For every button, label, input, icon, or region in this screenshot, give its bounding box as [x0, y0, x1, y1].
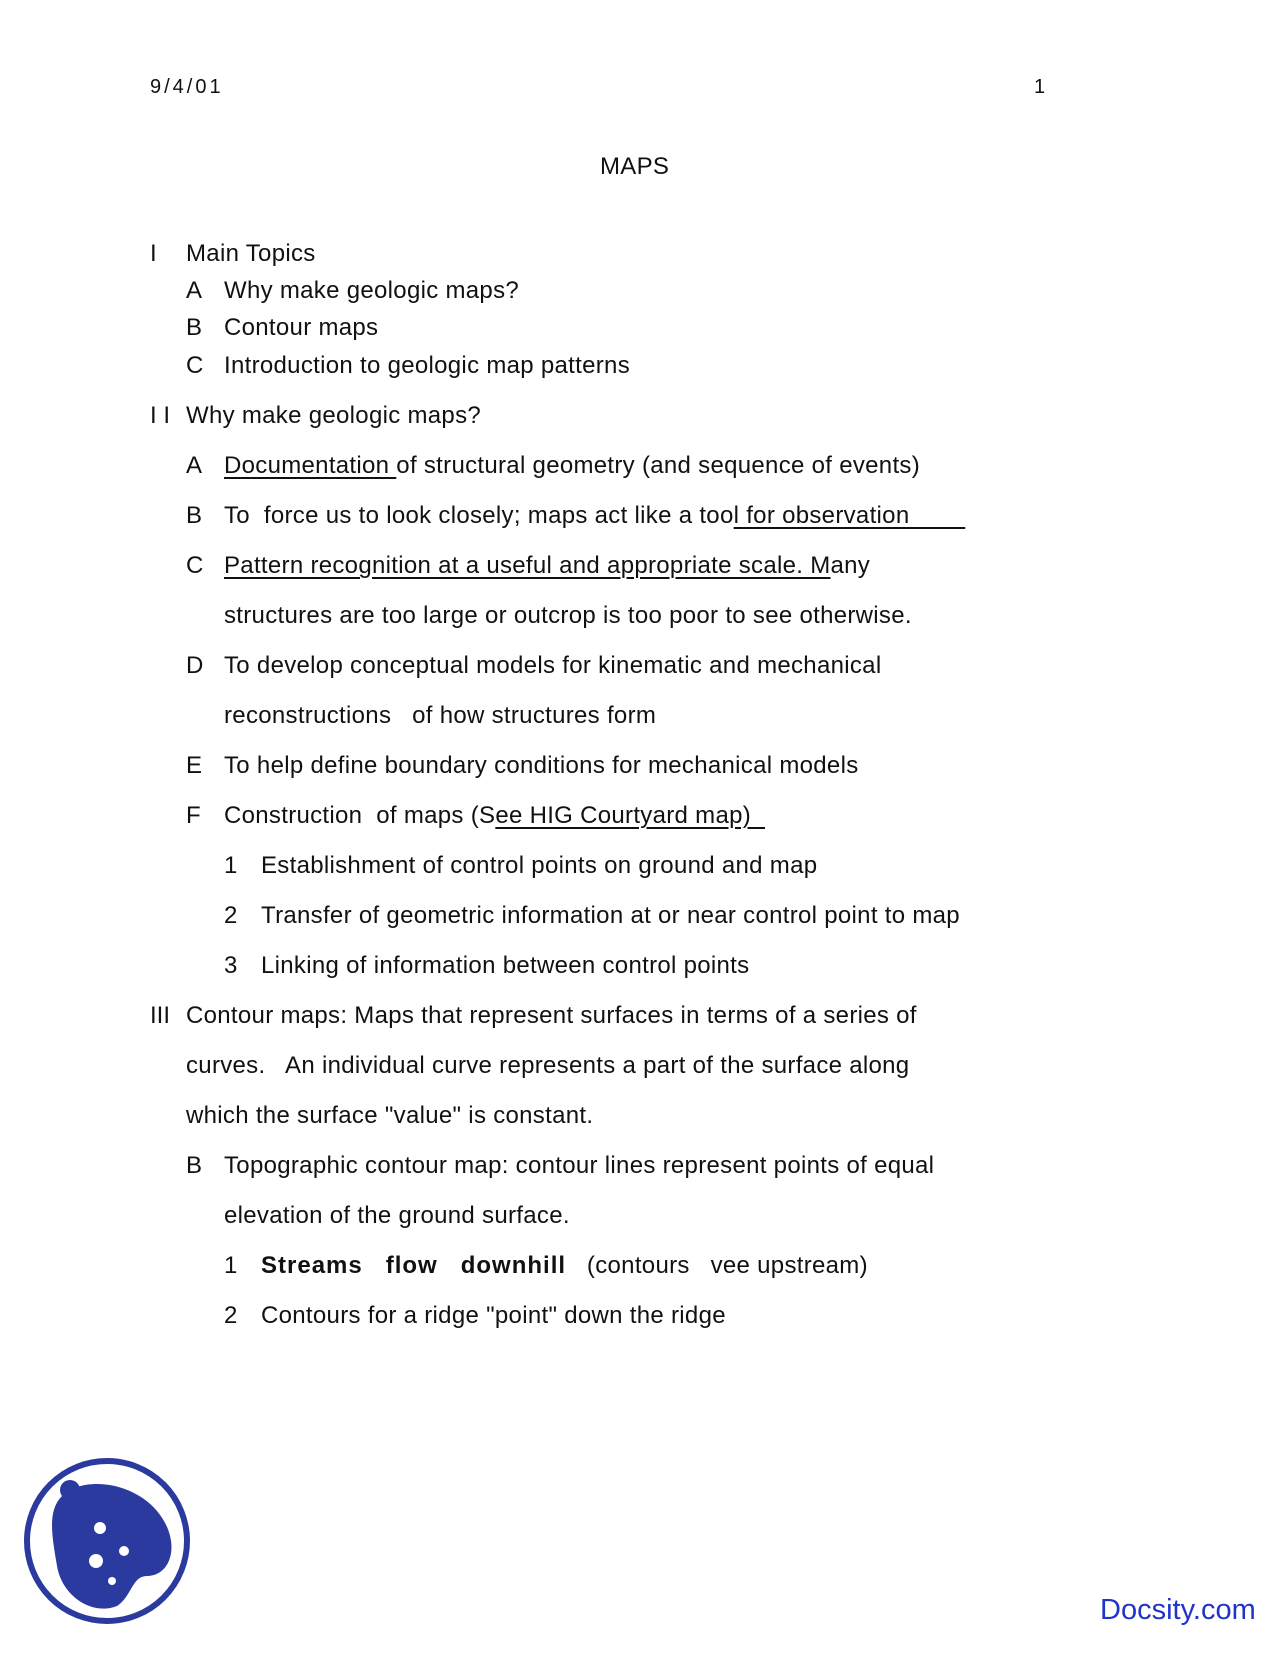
page-number: 1 [1034, 76, 1046, 98]
section-heading: Main Topics [186, 240, 316, 267]
list-item: Contours for a ridge "point" down the ridge [261, 1302, 726, 1329]
list-item [224, 452, 920, 480]
underlined-text: l for observation [733, 502, 966, 529]
item-label: 1 [224, 852, 238, 879]
item-label: A [186, 452, 203, 479]
list-item-text: Construction of maps (S [224, 802, 496, 829]
list-item-text: of structural geometry (and sequence of events) [396, 452, 920, 479]
item-label: D [186, 652, 204, 679]
item-label: B [186, 1152, 203, 1179]
list-item: To help define boundary conditions for mechanical models [224, 752, 859, 779]
item-label: 3 [224, 952, 238, 979]
list-item: Why make geologic maps? [224, 277, 520, 304]
item-label: C [186, 552, 204, 579]
underlined-text: ee HIG Courtyard map) [495, 802, 765, 829]
item-label: A [186, 277, 203, 304]
list-item-continuation: reconstructions of how structures form [224, 702, 657, 729]
list-item: Contour maps [224, 314, 379, 341]
page-title: MAPS [600, 153, 670, 180]
item-label: B [186, 502, 203, 529]
list-item: Topographic contour map: contour lines represent points of equal [224, 1152, 935, 1179]
section-label: I I [150, 402, 171, 429]
header-date: 9/4/01 [150, 76, 224, 98]
paragraph-line: curves. An individual curve represents a part of the surface along [186, 1052, 910, 1079]
list-item-text: (contours vee upstream) [566, 1252, 868, 1279]
docsity-logo-icon[interactable] [22, 1456, 192, 1626]
list-item [224, 802, 765, 830]
underlined-text: Documentation [224, 452, 397, 479]
list-item: To develop conceptual models for kinematic and mechanical [224, 652, 882, 679]
item-label: B [186, 314, 203, 341]
item-label: C [186, 352, 204, 379]
item-label: 1 [224, 1252, 238, 1279]
list-item: Transfer of geometric information at or near control point to map [261, 902, 960, 929]
item-label: F [186, 802, 201, 829]
brand-link[interactable]: Docsity.com [1100, 1594, 1256, 1626]
section-heading: Why make geologic maps? [186, 402, 482, 429]
paragraph-line: which the surface "value" is constant. [186, 1102, 594, 1129]
list-item-text: any [830, 552, 871, 579]
item-label: 2 [224, 902, 238, 929]
list-item [224, 502, 965, 530]
section-label: III [150, 1002, 171, 1029]
item-label: E [186, 752, 203, 779]
list-item-text: To force us to look closely; maps act like a too [224, 502, 734, 529]
underlined-text: Pattern recognition at a useful and appropriate scale. M [224, 552, 831, 579]
list-item [261, 1252, 868, 1280]
list-item [224, 552, 870, 580]
section-heading: Contour maps: Maps that represent surfaces in terms of a series of [186, 1002, 917, 1029]
list-item-continuation: structures are too large or outcrop is too poor to see otherwise. [224, 602, 912, 629]
item-label: 2 [224, 1302, 238, 1329]
list-item: Introduction to geologic map patterns [224, 352, 631, 379]
section-label: I [150, 240, 157, 267]
bold-text: Streams flow downhill [261, 1252, 567, 1279]
list-item: Linking of information between control points [261, 952, 750, 979]
list-item: Establishment of control points on ground and map [261, 852, 818, 879]
list-item-continuation: elevation of the ground surface. [224, 1202, 570, 1229]
